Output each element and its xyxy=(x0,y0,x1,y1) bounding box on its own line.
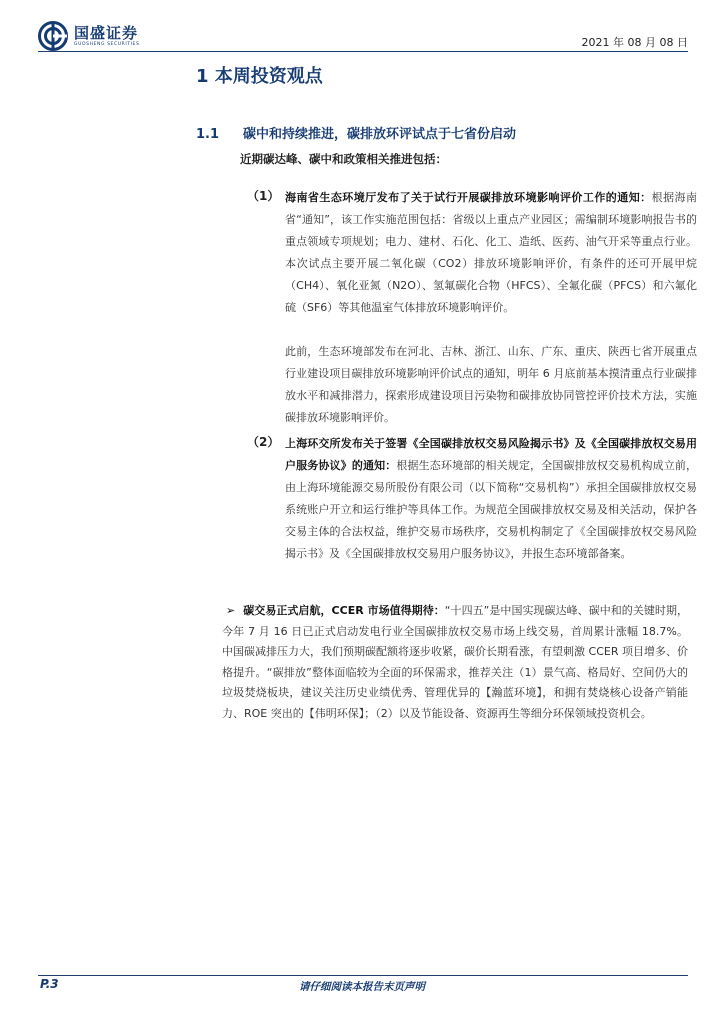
item-heading: 上海环交所发布关于签署《全国碳排放权交易风险揭示书》及《全国碳排放权交易用户服务协议》的通知： xyxy=(285,437,697,472)
logo-subtext: GUOSHENG SECURITIES xyxy=(74,42,140,47)
logo-text: 国盛证券 xyxy=(74,24,139,42)
page-number: P.3 xyxy=(40,977,59,991)
item-body xyxy=(285,187,697,429)
subsection-title xyxy=(196,123,516,142)
report-date: 2021 年 08 月 08 日 xyxy=(581,36,688,49)
investment-summary xyxy=(222,601,688,724)
company-logo xyxy=(38,20,139,52)
item-body xyxy=(285,433,697,565)
header-divider xyxy=(38,51,688,52)
item-text: 根据生态环境部的相关规定，全国碳排放权交易机构成立前，由上海环境能源交易所股份有限公司（以下简称“交易机构”）承担全国碳排放权交易系统账户开立和运行维护等具体工作。为规范全国碳排放权交易及相关活动，保护各交易主体的合法权益，维护交易市场秩序，交易机构制定了《全国碳排放权交易风险揭示书》及《全国碳排放权交易用户服务协议》，并报生态环境部备案。 xyxy=(285,459,697,560)
summary-heading: 碳交易正式启航，CCER 市场值得期待： xyxy=(243,604,445,617)
item-heading: 海南省生态环境厅发布了关于试行开展碳排放环境影响评价工作的通知： xyxy=(285,191,652,204)
logo-icon xyxy=(38,21,68,51)
arrow-icon: ➢ xyxy=(226,604,236,617)
intro-text: 近期碳达峰、碳中和政策相关推进包括： xyxy=(240,152,447,166)
item-number: （1） xyxy=(247,189,280,203)
footer-disclaimer: 请仔细阅读本报告末页声明 xyxy=(299,981,425,993)
subsection-text: 碳中和持续推进，碳排放环评试点于七省份启动 xyxy=(243,127,517,142)
section-title: 1 本周投资观点 xyxy=(196,66,323,87)
item-number: （2） xyxy=(247,435,280,449)
page-header xyxy=(38,20,688,54)
footer-divider xyxy=(38,975,688,976)
subsection-number: 1.1 xyxy=(196,127,220,142)
summary-text: “十四五”是中国实现碳达峰、碳中和的关键时期，今年 7 月 16 日已正式启动发电行业全国碳排放权交易市场上线交易，首周累计涨幅 18.7%。中国碳减排压力大，我们预期碳配额将逐步收紧，碳价长期看涨，有望刺激 CCER 项目增多、价格提升。“碳排放”整体面临较为全面的环保需求，推荐关注（1）景气高、格局好、空间仍大的垃圾焚烧板块，建议关注历史业绩优秀、管理优异的【瀚蓝环境】，和拥有焚烧核心设备产销能力、ROE 突出的【伟明环保】；（2）以及节能设备、资源再生等细分环保领域投资机会。 xyxy=(222,604,688,720)
item-text: 根据海南省“通知”，该工作实施范围包括：省级以上重点产业园区；需编制环境影响报告书的重点领域专项规划；电力、建材、石化、化工、造纸、医药、油气开采等重点行业。本次试点主要开展二氧化碳（CO2）排放环境影响评价，有条件的还可开展甲烷（CH4）、氧化亚氮（N2O）、氢氟碳化合物（HFCS）、全氟化碳（PFCS）和六氟化硫（SF6）等其他温室气体排放环境影响评价。 xyxy=(285,191,698,314)
item-text-continued: 此前，生态环境部发布在河北、吉林、浙江、山东、广东、重庆、陕西七省开展重点行业建设项目碳排放环境影响评价试点的通知，明年 6 月底前基本摸清重点行业碳排放水平和减排潜力，探索形成建设项目污染物和碳排放协同管控评价技术方法，实施碳排放环境影响评价。 xyxy=(285,345,697,424)
